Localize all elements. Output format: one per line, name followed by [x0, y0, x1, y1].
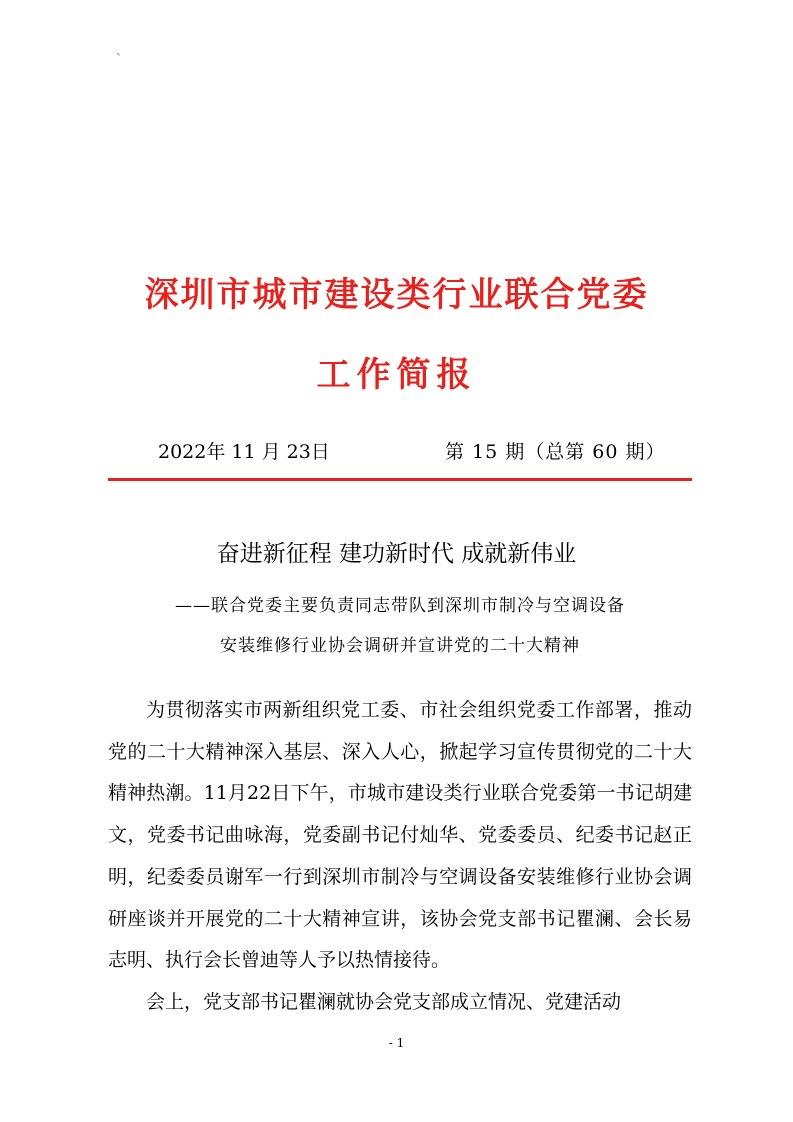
masthead-divider [108, 478, 692, 481]
issue-number: 第 15 期（总第 60 期） [445, 441, 666, 463]
page-number: - 1 [388, 1036, 405, 1050]
subheadline-line-2: 安装维修行业协会调研并宣讲党的二十大精神 [220, 636, 580, 656]
article-subheadline [108, 586, 692, 666]
masthead-title: 深圳市城市建设类行业联合党委 [144, 275, 649, 315]
article-headline: 奋进新征程 建功新时代 成就新伟业 [216, 541, 577, 567]
body-paragraph-2: 会上，党支部书记瞿澜就协会党支部成立情况、党建活动 [146, 991, 622, 1013]
body-paragraph-1: 为贯彻落实市两新组织党工委、市社会组织党委工作部署，推动党的二十大精神深入基层、深入人心，掀起学习宣传贯彻党的二十大精神热潮。11月22日下午，市城市建设类行业联合党委第一书记胡建文，党委书记曲咏海，党委副书记付灿华、党委委员、纪委书记赵正明，纪委委员谢军一行到深圳市制冷与空调设备安装维修行业协会调研座谈并开展党的二十大精神宣讲，该协会党支部书记瞿澜、会长易志明、执行会长曾迪等人予以热情接待。 [108, 699, 692, 972]
subheadline-line-1: ——联合党委主要负责同志带队到深圳市制冷与空调设备 [175, 596, 625, 616]
masthead-subtitle: 工作简报 [316, 355, 477, 395]
stray-mark: ` [116, 52, 122, 66]
issue-date: 2022年 11 月 23日 [158, 441, 330, 463]
